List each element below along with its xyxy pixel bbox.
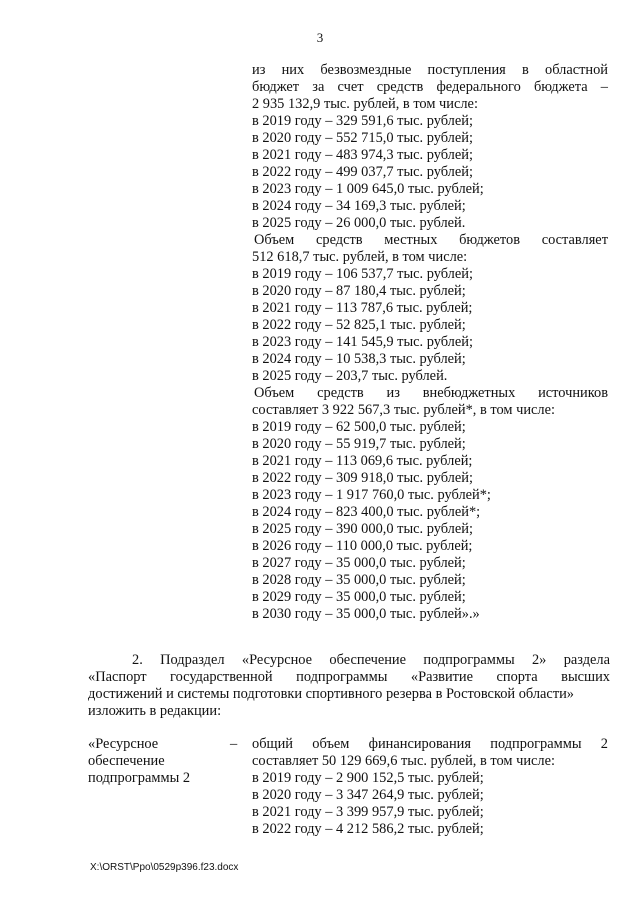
text-line: в 2024 году – 10 538,3 тыс. рублей; bbox=[252, 351, 466, 367]
text-line: в 2021 году – 3 399 957,9 тыс. рублей; bbox=[252, 804, 484, 820]
text-line: в 2025 году – 203,7 тыс. рублей. bbox=[252, 368, 448, 384]
text-line: достижений и системы подготовки спортивного резерва в Ростовской области» bbox=[88, 686, 574, 702]
table-label: обеспечение bbox=[88, 753, 165, 769]
text-line: в 2020 году – 87 180,4 тыс. рублей; bbox=[252, 283, 466, 299]
text-line: в 2019 году – 329 591,6 тыс. рублей; bbox=[252, 113, 473, 129]
page-number: 3 bbox=[316, 30, 324, 45]
text-line: 2. Подраздел «Ресурсное обеспечение подпрограммы 2» раздела bbox=[132, 652, 610, 668]
text-line: «Паспорт государственной подпрограммы «Развитие спорта высших bbox=[88, 669, 610, 685]
text-line: в 2019 году – 106 537,7 тыс. рублей; bbox=[252, 266, 473, 282]
text-line: из них безвозмездные поступления в областной bbox=[252, 62, 608, 78]
text-line: в 2020 году – 3 347 264,9 тыс. рублей; bbox=[252, 787, 484, 803]
text-line: в 2027 году – 35 000,0 тыс. рублей; bbox=[252, 555, 466, 571]
text-line: Объем средств местных бюджетов составляет bbox=[254, 232, 608, 248]
text-line: в 2022 году – 309 918,0 тыс. рублей; bbox=[252, 470, 473, 486]
text-line: бюджет за счет средств федерального бюджета – bbox=[252, 79, 608, 95]
text-line: в 2024 году – 34 169,3 тыс. рублей; bbox=[252, 198, 466, 214]
text-line: в 2025 году – 390 000,0 тыс. рублей; bbox=[252, 521, 473, 537]
text-line: в 2021 году – 113 069,6 тыс. рублей; bbox=[252, 453, 473, 469]
text-line: в 2024 году – 823 400,0 тыс. рублей*; bbox=[252, 504, 481, 520]
text-line: изложить в редакции: bbox=[88, 703, 222, 719]
text-line: в 2023 году – 1 009 645,0 тыс. рублей; bbox=[252, 181, 484, 197]
text-line: в 2026 году – 110 000,0 тыс. рублей; bbox=[252, 538, 473, 554]
text-line: в 2019 году – 2 900 152,5 тыс. рублей; bbox=[252, 770, 484, 786]
text-line: в 2023 году – 141 545,9 тыс. рублей; bbox=[252, 334, 473, 350]
text-line: в 2022 году – 499 037,7 тыс. рублей; bbox=[252, 164, 473, 180]
text-line: в 2025 году – 26 000,0 тыс. рублей. bbox=[252, 215, 466, 231]
table-label: «Ресурсное bbox=[88, 736, 159, 752]
text-line: в 2019 году – 62 500,0 тыс. рублей; bbox=[252, 419, 466, 435]
text-line: Объем средств из внебюджетных источников bbox=[254, 385, 608, 401]
file-path-footer: X:\ORST\Ppo\0529p396.f23.docx bbox=[90, 862, 239, 873]
text-line: 2 935 132,9 тыс. рублей, в том числе: bbox=[252, 96, 478, 112]
text-line: общий объем финансирования подпрограммы 2 bbox=[252, 736, 608, 752]
text-line: 512 618,7 тыс. рублей, в том числе: bbox=[252, 249, 468, 265]
text-line: в 2021 году – 483 974,3 тыс. рублей; bbox=[252, 147, 473, 163]
table-label: подпрограммы 2 bbox=[88, 770, 191, 786]
text-line: в 2022 году – 4 212 586,2 тыс. рублей; bbox=[252, 821, 484, 837]
table-dash: – bbox=[230, 736, 238, 752]
text-line: в 2020 году – 552 715,0 тыс. рублей; bbox=[252, 130, 473, 146]
text-line: в 2029 году – 35 000,0 тыс. рублей; bbox=[252, 589, 466, 605]
text-line: составляет 3 922 567,3 тыс. рублей*, в том числе: bbox=[252, 402, 555, 418]
text-line: в 2022 году – 52 825,1 тыс. рублей; bbox=[252, 317, 466, 333]
text-line: в 2028 году – 35 000,0 тыс. рублей; bbox=[252, 572, 466, 588]
text-line: в 2020 году – 55 919,7 тыс. рублей; bbox=[252, 436, 466, 452]
text-line: в 2023 году – 1 917 760,0 тыс. рублей*; bbox=[252, 487, 491, 503]
text-line: в 2030 году – 35 000,0 тыс. рублей».» bbox=[252, 606, 480, 622]
text-line: составляет 50 129 669,6 тыс. рублей, в том числе: bbox=[252, 753, 555, 769]
text-line: в 2021 году – 113 787,6 тыс. рублей; bbox=[252, 300, 473, 316]
